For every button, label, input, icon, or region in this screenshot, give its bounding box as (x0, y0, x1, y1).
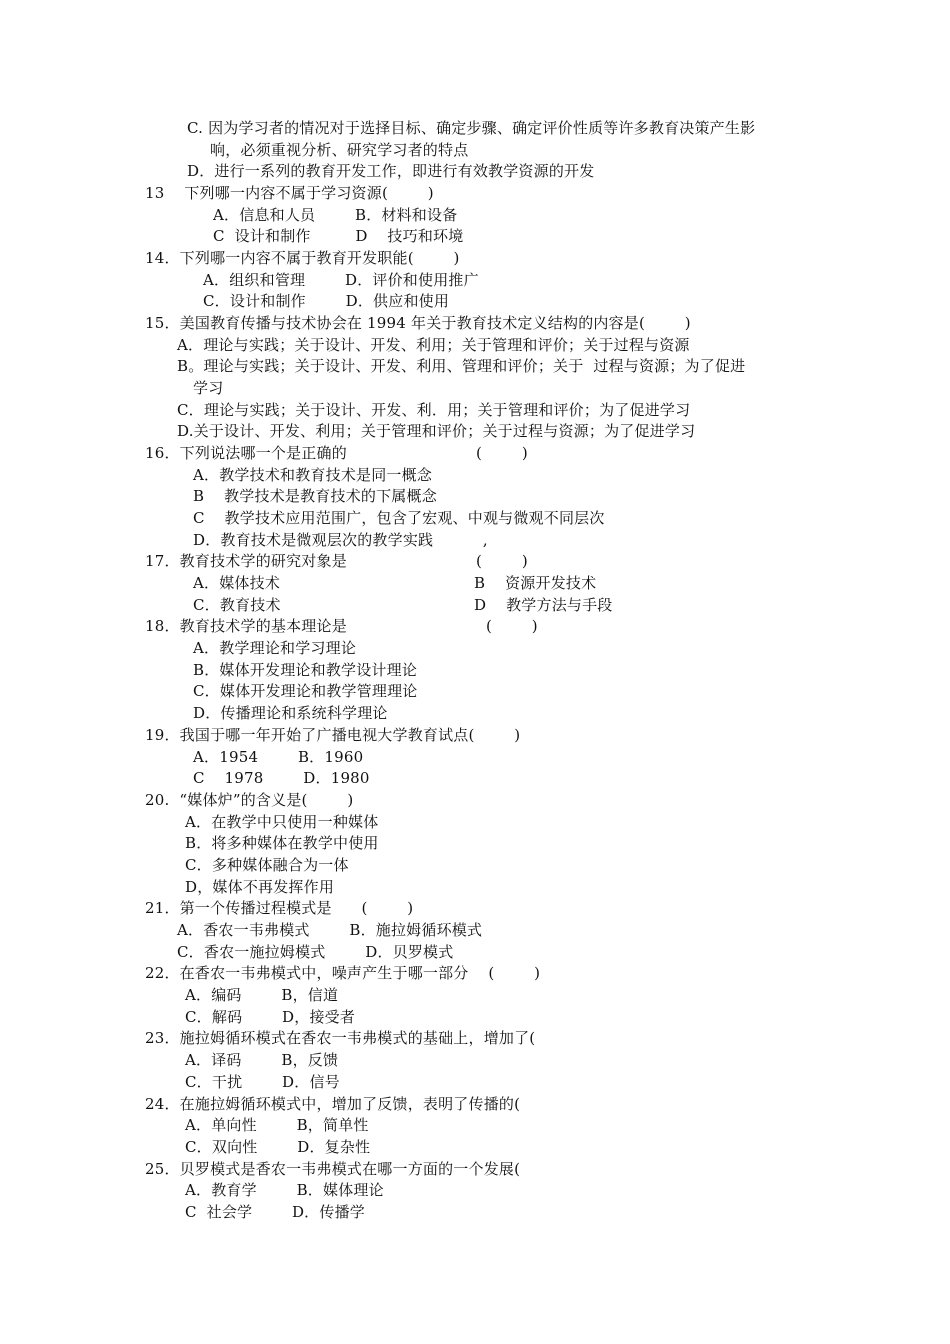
q24-options-cd: C．双向性 D．复杂性 (185, 1138, 371, 1156)
q22-options-ab: A．编码 B，信道 (185, 986, 339, 1004)
question-17: 17．教育技术学的研究对象是 ( ) (145, 552, 528, 570)
option-c-line-2: 响，必须重视分析、研究学习者的特点 (210, 141, 469, 159)
q15-option-d: D.关于设计、开发、利用；关于管理和评价；关于过程与资源；为了促进学习 (177, 422, 696, 440)
question-14: 14．下列哪一内容不属于教育开发职能( ) (145, 249, 460, 267)
q16-option-b: B 教学技术是教育技术的下属概念 (193, 487, 437, 505)
question-19: 19．我国于哪一年开始了广播电视大学教育试点( ) (145, 726, 521, 744)
q19-options-ab: A．1954 B．1960 (193, 748, 364, 766)
q16-option-a: A．教学技术和教育技术是同一概念 (193, 466, 433, 484)
q25-options-ab: A．教育学 B．媒体理论 (185, 1181, 384, 1199)
question-15: 15．美国教育传播与技术协会在 1994 年关于教育技术定义结构的内容是( ) (145, 314, 691, 332)
q17-option-c: C．教育技术 (193, 596, 281, 614)
q13-options-cd: C 设计和制作 D 技巧和环境 (213, 227, 464, 245)
q16-option-c: C 教学技术应用范围广，包含了宏观、中观与微观不同层次 (193, 509, 605, 527)
q22-options-cd: C．解码 D，接受者 (185, 1008, 356, 1026)
question-16: 16．下列说法哪一个是正确的 ( ) (145, 444, 528, 462)
q16-option-d: D．教育技术是微观层次的教学实践 , (193, 531, 488, 549)
q13-options-ab: A．信息和人员 B．材料和设备 (213, 206, 458, 224)
q21-options-ab: A．香农一韦弗模式 B．施拉姆循环模式 (177, 921, 483, 939)
option-d-line: D．进行一系列的教育开发工作，即进行有效教学资源的开发 (187, 162, 595, 180)
q18-option-d: D．传播理论和系统科学理论 (193, 704, 388, 722)
q14-options-cd: C．设计和制作 D．供应和使用 (203, 292, 450, 310)
q18-option-c: C．媒体开发理论和教学管理理论 (193, 682, 418, 700)
q15-option-b-line-1: B。理论与实践；关于设计、开发、利用、管理和评价；关于 过程与资源；为了促进 (177, 357, 746, 375)
question-13: 13 下列哪一内容不属于学习资源( ) (145, 184, 434, 202)
q20-option-d: D，媒体不再发挥作用 (185, 878, 335, 896)
q20-option-b: B．将多种媒体在教学中使用 (185, 834, 379, 852)
question-18: 18．教育技术学的基本理论是 ( ) (145, 617, 538, 635)
q25-options-cd: C 社会学 D．传播学 (185, 1203, 365, 1221)
q18-option-b: B．媒体开发理论和教学设计理论 (193, 661, 418, 679)
q21-options-cd: C．香农一施拉姆模式 D．贝罗模式 (177, 943, 454, 961)
q20-option-a: A．在教学中只使用一种媒体 (185, 813, 379, 831)
q17-option-b: B 资源开发技术 (474, 574, 597, 592)
q24-options-ab: A．单向性 B，简单性 (185, 1116, 369, 1134)
q14-options-ab: A．组织和管理 D．评价和使用推广 (203, 271, 479, 289)
q18-option-a: A．教学理论和学习理论 (193, 639, 357, 657)
question-23: 23．施拉姆循环模式在香农一韦弗模式的基础上，增加了( (145, 1029, 536, 1047)
option-c-line-1: C. 因为学习者的情况对于选择目标、确定步骤、确定评价性质等许多教育决策产生影 (187, 119, 756, 137)
q20-option-c: C．多种媒体融合为一体 (185, 856, 349, 874)
q17-option-d: D 教学方法与手段 (474, 596, 613, 614)
q19-options-cd: C 1978 D．1980 (193, 769, 370, 787)
q15-option-b-line-2: 学习 (193, 379, 224, 397)
q23-options-ab: A．译码 B，反馈 (185, 1051, 339, 1069)
q17-option-a: A．媒体技术 (193, 574, 281, 592)
q23-options-cd: C．干扰 D．信号 (185, 1073, 340, 1091)
question-25: 25．贝罗模式是香农一韦弗模式在哪一方面的一个发展( (145, 1160, 521, 1178)
question-20: 20. “媒体炉”的含义是( ) (145, 791, 354, 809)
question-22: 22．在香农一韦弗模式中，噪声产生于哪一部分 ( ) (145, 964, 541, 982)
question-21: 21．第一个传播过程模式是 ( ) (145, 899, 414, 917)
question-24: 24．在施拉姆循环模式中，增加了反馈，表明了传播的( (145, 1095, 521, 1113)
q15-option-c: C．理论与实践；关于设计、开发、利．用；关于管理和评价；为了促进学习 (177, 401, 691, 419)
q15-option-a: A．理论与实践；关于设计、开发、利用；关于管理和评价；关于过程与资源 (177, 336, 690, 354)
